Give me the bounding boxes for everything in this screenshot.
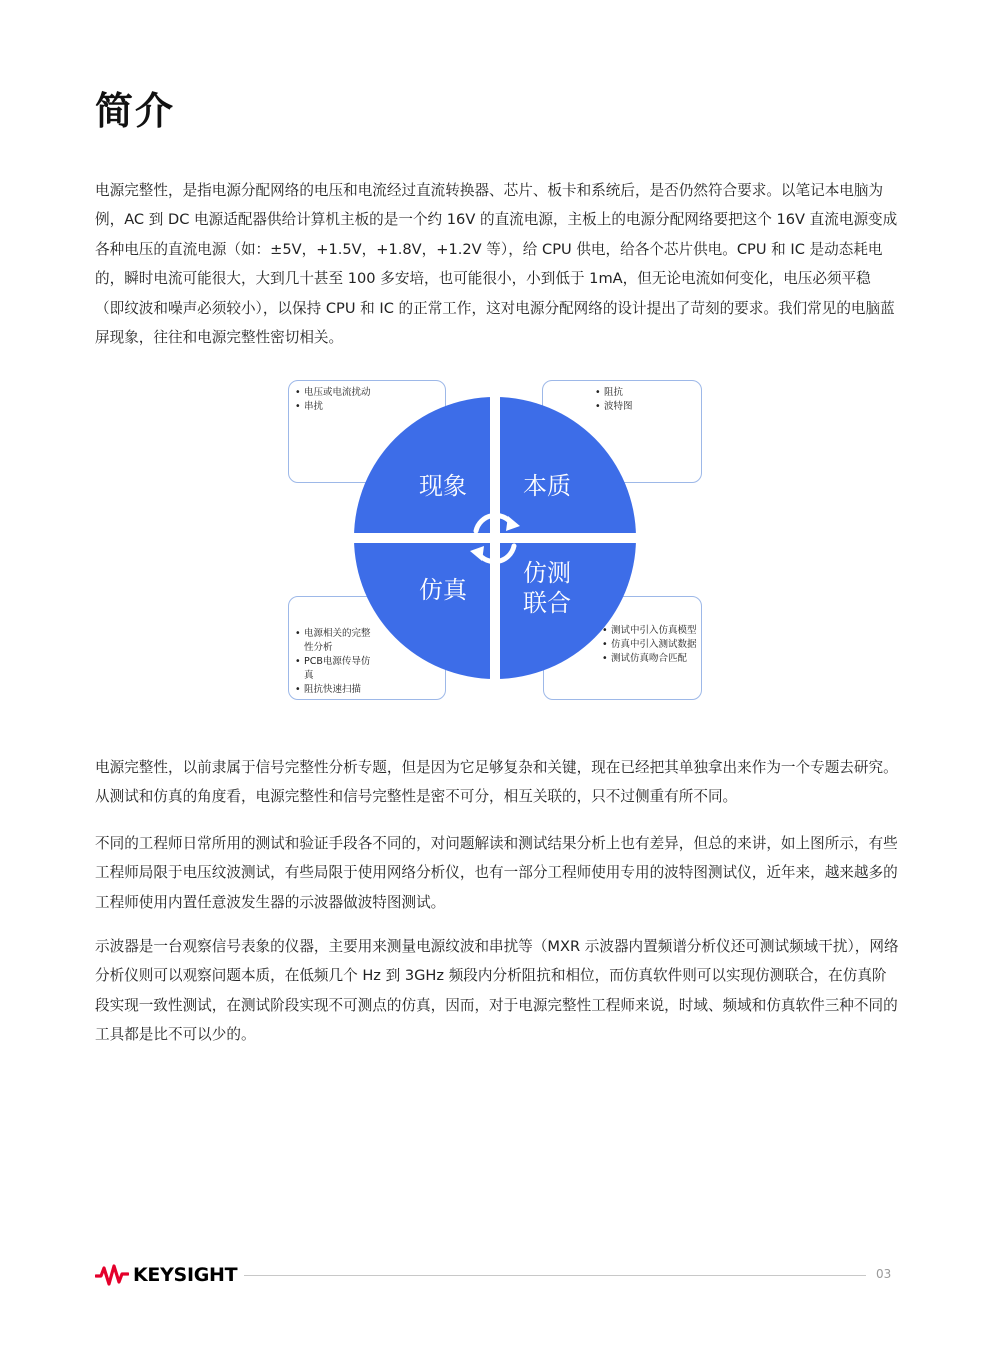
waveform-logo-icon — [95, 1264, 129, 1286]
quadrant-label-co-simulation — [507, 558, 587, 618]
note-item: • 电压或电流扰动 — [295, 386, 439, 400]
quadrant-circle — [288, 380, 702, 700]
body-paragraph-4: 示波器是一台观察信号表象的仪器，主要用来测量电源纹波和串扰等（MXR 示波器内置频谱分析仪还可测试频域干扰），网络分析仪则可以观察问题本质，在低频几个 Hz 到 3GHz 频段内分析阻抗和相位，而仿真软件则可以实现仿测联合，在仿真阶段实现一致性测试，在测试阶段实现不可测点的仿真，因而，对于电源完整性工程师来说，时域、频域和仿真软件三种不同的工具都是比不可以少的。 — [95, 938, 899, 1044]
quadrant-label-simulation: 仿真 — [419, 576, 467, 604]
note-item: • 测试仿真吻合匹配 — [602, 652, 697, 666]
keysight-logo — [95, 1260, 237, 1290]
note-item: • 阻抗 — [595, 386, 701, 400]
quadrant-label-line: 联合 — [523, 589, 571, 617]
note-item: • PCB电源传导仿真 — [295, 655, 375, 683]
body-paragraph-2: 电源完整性，以前隶属于信号完整性分析专题，但是因为它足够复杂和关键，现在已经把其单独拿出来作为一个专题去研究。从测试和仿真的角度看，电源完整性和信号完整性是密不可分，相互关联的，只不过侧重有所不同。 — [95, 759, 898, 806]
note-item: • 阻抗快速扫描 — [295, 683, 375, 697]
note-item: • 串扰 — [295, 400, 439, 414]
page-title: 简介 — [95, 89, 176, 133]
quadrant-label-phenomenon: 现象 — [419, 472, 467, 500]
footer-divider — [244, 1275, 866, 1276]
body-paragraph-3: 不同的工程师日常所用的测试和验证手段各不同的，对问题解读和测试结果分析上也有差异，但总的来讲，如上图所示，有些工程师局限于电压纹波测试，有些局限于使用网络分析仪，也有一部分工程师使用专用的波特图测试仪，近年来，越来越多的工程师使用内置任意波发生器的示波器做波特图测试。 — [95, 835, 898, 911]
note-item: • 波特图 — [595, 400, 701, 414]
note-item: • 测试中引入仿真模型 — [602, 624, 697, 638]
page-number: 03 — [876, 1267, 892, 1281]
intro-paragraph-1: 电源完整性，是指电源分配网络的电压和电流经过直流转换器、芯片、板卡和系统后，是否仍然符合要求。以笔记本电脑为例，AC 到 DC 电源适配器供给计算机主板的是一个约 16V 的直流电源，主板上的电源分配网络要把这个 16V 直流电源变成各种电压的直流电源（如：±5V，+1.5V，+1.8V，+1.2V 等），给 CPU 供电，给各个芯片供电。CPU 和 IC 是动态耗电的，瞬时电流可能很大，大到几十甚至 100 多安培，也可能很小，小到低于 1mA，但无论电流如何变化，电压必须平稳（即纹波和噪声必须较小），以保持 CPU 和 IC 的正常工作，这对电源分配网络的设计提出了苛刻的要求。我们常见的电脑蓝屏现象，往往和电源完整性密切相关。 — [95, 182, 898, 347]
logo-wordmark: KEYSIGHT — [133, 1264, 238, 1286]
note-item: • 仿真中引入测试数据 — [602, 638, 697, 652]
note-item: • 电源相关的完整性分析 — [295, 627, 375, 655]
pi-concept-diagram — [288, 380, 702, 700]
horizontal-divider — [348, 533, 642, 543]
quadrant-label-line: 仿测 — [523, 559, 571, 587]
quadrant-label-essence: 本质 — [523, 472, 571, 500]
